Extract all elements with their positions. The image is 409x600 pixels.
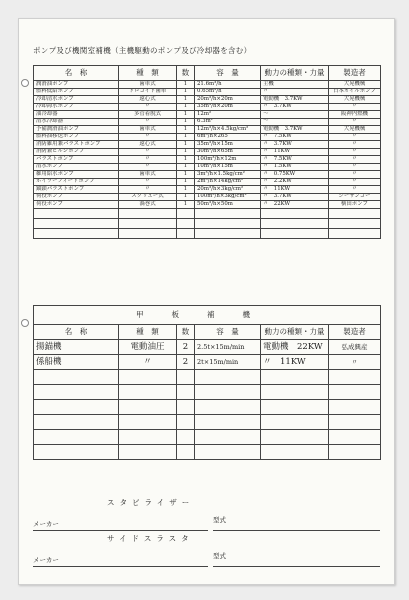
table-cell (119, 415, 177, 430)
table-cell: 電動機 3.7KW (261, 126, 329, 134)
table-cell (329, 218, 381, 228)
side-thruster-title: サイドスラスタ (107, 534, 194, 543)
table-cell: 〜 (261, 118, 329, 126)
column-header: 製造者 (329, 66, 381, 81)
table-cell: 渦巻式 (119, 201, 177, 209)
table-cell (329, 400, 381, 415)
table-cell: 30m³/h×65m (195, 148, 261, 156)
table-row (34, 111, 381, 119)
table-row (34, 178, 381, 186)
table-cell: 消防雑用兼バラストポンプ (34, 141, 119, 149)
table-row (34, 126, 381, 134)
table-cell: 1 (177, 133, 195, 141)
table-cell (195, 415, 261, 430)
table-cell (34, 415, 119, 430)
table-cell (261, 218, 329, 228)
binder-hole (21, 79, 29, 87)
table-cell: 揚錨機 (34, 340, 119, 355)
table-cell: 3m³/h×1.5kg/cm² (195, 171, 261, 179)
table-cell (261, 400, 329, 415)
table-cell: 電動油圧 (119, 340, 177, 355)
table-cell: 荷役ポンプ (34, 193, 119, 201)
table-cell: 1 (177, 171, 195, 179)
table-cell: 大晃機械 (329, 126, 381, 134)
table-cell: 〃 (329, 148, 381, 156)
table-cell: 〃 (329, 118, 381, 126)
table-cell: 2.5t×15m/min (195, 340, 261, 355)
table-cell: 1 (177, 193, 195, 201)
table-cell: 35m³/h×20m (195, 103, 261, 111)
table-row (34, 103, 381, 111)
table-cell (195, 208, 261, 218)
table-cell: 6m³/h×265 (195, 133, 261, 141)
column-header: 製造者 (329, 325, 381, 340)
table-cell (177, 430, 195, 445)
table-cell: 1 (177, 178, 195, 186)
table-cell: 歯車式 (119, 126, 177, 134)
table-cell: 錨鎖バラストポンプ (34, 186, 119, 194)
table-cell: 予備潤滑油ポンプ (34, 126, 119, 134)
table-cell: 2t×15m/min (195, 355, 261, 370)
table-cell (177, 370, 195, 385)
table-row (34, 415, 381, 430)
table-cell: 〃 (119, 186, 177, 194)
table-cell (195, 430, 261, 445)
table-row (34, 141, 381, 149)
table-cell: 100m³/h×3kg/cm² (195, 193, 261, 201)
table-cell: 1 (177, 88, 195, 96)
column-header: 種 類 (119, 325, 177, 340)
table-cell: 油冷却器 (34, 111, 119, 119)
table-cell: 1 (177, 156, 195, 164)
table-row (34, 228, 381, 238)
table-cell (261, 445, 329, 460)
table-cell: 1 (177, 103, 195, 111)
table-cell: 多管着脱式 (119, 111, 177, 119)
table-cell: 0.65m³/h (195, 88, 261, 96)
table-cell (34, 400, 119, 415)
table-cell: 12m³/h×4.5kg/cm² (195, 126, 261, 134)
table-row (34, 96, 381, 104)
table-cell (34, 445, 119, 460)
table-cell: 主機 (261, 81, 329, 89)
table-row (34, 171, 381, 179)
table-cell: 〃 22KW (261, 201, 329, 209)
table-cell (34, 218, 119, 228)
table-row (34, 81, 381, 89)
table-cell: ボイラーフィードポンプ (34, 178, 119, 186)
table-cell (261, 385, 329, 400)
pump-table-header (34, 66, 381, 81)
table-cell: 〃 (329, 141, 381, 149)
table-cell: 1 (177, 148, 195, 156)
table-cell (119, 445, 177, 460)
table-cell (177, 228, 195, 238)
table-row (34, 400, 381, 415)
table-cell: 〃 (329, 186, 381, 194)
table-cell: 〃 11KW (261, 186, 329, 194)
column-header: 名 称 (34, 325, 119, 340)
table-cell (119, 430, 177, 445)
table-cell: 〃 (329, 163, 381, 171)
table-cell: 清水ポンプ (34, 163, 119, 171)
binder-hole (21, 319, 29, 327)
side-thruster-model-label: 型式 (213, 552, 226, 560)
table-cell: 歯車式 (119, 171, 177, 179)
table-cell: 〃 7.5KW (261, 156, 329, 164)
table-cell: 〃 (119, 163, 177, 171)
table-cell: 1 (177, 201, 195, 209)
table-cell: 〃 3.7KW (261, 193, 329, 201)
deck-table-title-row (34, 306, 381, 325)
column-header: 容 量 (195, 325, 261, 340)
table-cell (195, 400, 261, 415)
table-row (34, 88, 381, 96)
table-cell (329, 228, 381, 238)
table-cell: 1 (177, 141, 195, 149)
table-cell: 1 (177, 118, 195, 126)
table-cell: 荷役ポンプ (34, 201, 119, 209)
table-cell: 燃料低給ポンプ (34, 88, 119, 96)
table-row (34, 118, 381, 126)
table-row (34, 156, 381, 164)
column-header: 数 (177, 325, 195, 340)
table-cell: 遠心式 (119, 96, 177, 104)
table-cell: 〃 (119, 355, 177, 370)
table-cell: 〃 (329, 178, 381, 186)
table-cell (195, 228, 261, 238)
column-header: 名 称 (34, 66, 119, 81)
table-cell: 係船機 (34, 355, 119, 370)
table-cell (261, 208, 329, 218)
table-cell: 〃 3.7KW (261, 141, 329, 149)
table-cell: 100m³/h×12m (195, 156, 261, 164)
table-cell: 消防兼ビルジポンプ (34, 148, 119, 156)
column-header: 数 (177, 66, 195, 81)
table-cell: 2m³/h×14kg/cm² (195, 178, 261, 186)
table-cell: 冷却海水ポンプ (34, 103, 119, 111)
table-cell: 〃 (119, 133, 177, 141)
table-cell: 〃 1.5KW (261, 163, 329, 171)
table-cell (195, 218, 261, 228)
table-cell (34, 208, 119, 218)
table-cell (119, 385, 177, 400)
table-row (34, 163, 381, 171)
table-cell: 遠心式 (119, 141, 177, 149)
table-cell: 〃 (329, 133, 381, 141)
table-row (34, 385, 381, 400)
deck-table-title: 甲板補機 (34, 306, 381, 325)
table-cell: 〃 (329, 103, 381, 111)
table-cell: 〃 (329, 171, 381, 179)
table-row (34, 430, 381, 445)
table-cell (329, 415, 381, 430)
table-row (34, 201, 381, 209)
table-row (34, 208, 381, 218)
side-thruster-maker-line (33, 566, 208, 567)
stabilizer-model-label: 型式 (213, 516, 226, 524)
table-cell: 冷却清水ポンプ (34, 96, 119, 104)
table-cell (195, 370, 261, 385)
table-cell: 1 (177, 96, 195, 104)
table-cell: 1 (177, 126, 195, 134)
table-cell (261, 415, 329, 430)
table-cell: 〃 11KW (261, 148, 329, 156)
table-cell (34, 385, 119, 400)
table-cell: 〜 (261, 111, 329, 119)
table-cell: 〃 (329, 355, 381, 370)
table-row (34, 186, 381, 194)
table-cell: 日本オイルポンプ (329, 88, 381, 96)
table-cell: 〃 (119, 156, 177, 164)
table-cell: 〃 11KW (261, 355, 329, 370)
table-cell: 6.3m² (195, 118, 261, 126)
table-cell: 雑用給水ポンプ (34, 171, 119, 179)
table-cell (119, 228, 177, 238)
table-cell (329, 208, 381, 218)
table-cell: 2 (177, 340, 195, 355)
table-cell: 21.6m³/h (195, 81, 261, 89)
deck-table-header (34, 325, 381, 340)
table-cell (119, 218, 177, 228)
table-cell: 電動機 3.7KW (261, 96, 329, 104)
table-cell (329, 445, 381, 460)
table-cell: 〃 7.5KW (261, 133, 329, 141)
table-cell: 12m² (195, 111, 261, 119)
table-cell (177, 208, 195, 218)
table-cell (177, 400, 195, 415)
table-cell (34, 430, 119, 445)
table-cell: 燃料油移送ポンプ (34, 133, 119, 141)
table-cell: 〃 3.7KW (261, 103, 329, 111)
table-cell: 〃 0.75KW (261, 171, 329, 179)
table-cell (195, 445, 261, 460)
table-row (34, 148, 381, 156)
table-cell: 電動機 22KW (261, 340, 329, 355)
table-cell: 〃 (119, 148, 177, 156)
table-cell: 清水冷却器 (34, 118, 119, 126)
table-cell (119, 370, 177, 385)
table-cell: シーサンコー (329, 193, 381, 201)
table-cell: 2 (177, 355, 195, 370)
table-cell: 〃 (119, 178, 177, 186)
stabilizer-maker-line (33, 530, 208, 531)
column-header: 動力の種類・力量 (261, 66, 329, 81)
column-header: 動力の種類・力量 (261, 325, 329, 340)
stabilizer-maker-label: メーカー (33, 520, 59, 528)
table-row (34, 340, 381, 355)
table-cell (119, 400, 177, 415)
table-cell (177, 385, 195, 400)
table-cell: 35m³/h×15m (195, 141, 261, 149)
table-row (34, 193, 381, 201)
table-cell: 大晃機械 (329, 96, 381, 104)
table-cell: 横田ポンプ (329, 201, 381, 209)
table-cell: 1 (177, 163, 195, 171)
table-cell (329, 385, 381, 400)
table-cell: 1 (177, 111, 195, 119)
column-header: 容 量 (195, 66, 261, 81)
table-cell: トロコイド歯車 (119, 88, 177, 96)
table-cell: 1 (177, 186, 195, 194)
table-cell: 〃 (329, 156, 381, 164)
table-cell (34, 370, 119, 385)
column-header: 種 類 (119, 66, 177, 81)
table-cell: 〃 (119, 103, 177, 111)
table-row (34, 133, 381, 141)
table-cell (177, 415, 195, 430)
table-cell: 〃 2.2KW (261, 178, 329, 186)
table-cell: 20m³/h×20m (195, 96, 261, 104)
table-row (34, 370, 381, 385)
side-thruster-maker-label: メーカー (33, 556, 59, 564)
table-row (34, 355, 381, 370)
table-cell: 潤滑油ポンプ (34, 81, 119, 89)
pump-table (33, 65, 381, 239)
pump-table-caption: ポンプ及び機関室補機（主機駆動のポンプ及び冷却器を含む） (33, 46, 252, 55)
table-cell (329, 370, 381, 385)
table-cell: スクリュー式 (119, 193, 177, 201)
side-thruster-model-line (213, 566, 380, 567)
table-cell: 阪神内燃機 (329, 111, 381, 119)
stabilizer-title: スタビライザー (107, 498, 195, 507)
stabilizer-model-line (213, 530, 380, 531)
table-cell (261, 370, 329, 385)
table-cell: 〃 (261, 88, 329, 96)
table-cell: 大晃機械 (329, 81, 381, 89)
table-row (34, 218, 381, 228)
table-cell: 50m³/h×50m (195, 201, 261, 209)
table-cell (195, 385, 261, 400)
table-cell (34, 228, 119, 238)
deck-machinery-table (33, 305, 381, 460)
table-cell (119, 208, 177, 218)
table-cell: 歯車式 (119, 81, 177, 89)
table-cell: 1 (177, 81, 195, 89)
table-cell: 〃 (119, 118, 177, 126)
table-cell: 20m³/h×3kg/cm² (195, 186, 261, 194)
table-cell (329, 430, 381, 445)
table-cell (261, 430, 329, 445)
table-cell: バラストポンプ (34, 156, 119, 164)
table-cell: 弘成興産 (329, 340, 381, 355)
table-cell (177, 218, 195, 228)
table-cell (261, 228, 329, 238)
table-cell (177, 445, 195, 460)
table-cell: 10m³/h×15m (195, 163, 261, 171)
document-page (18, 18, 395, 585)
table-row (34, 445, 381, 460)
